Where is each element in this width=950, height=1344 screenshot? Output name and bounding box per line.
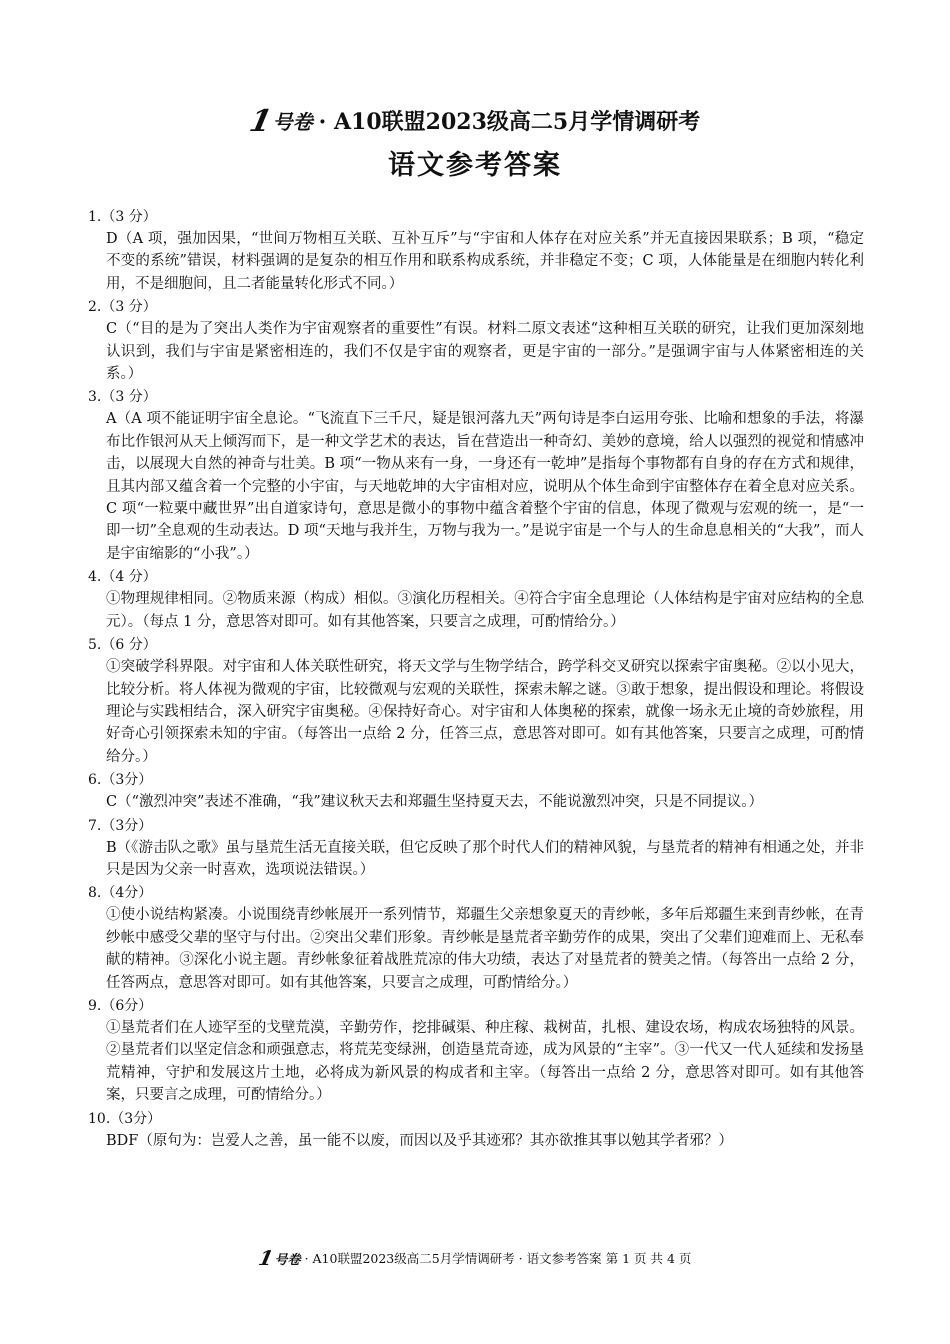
question-points: （4分） (101, 885, 153, 902)
answer-item (88, 385, 864, 565)
answer-text: ①物理规律相同。②物质来源（构成）相似。③演化历程相关。④符合宇宙全息理论（人体结构是宇宙对应结构的全息元）。（每点 1 分，意思答对即可。如有其他答案，只要言之成理，可酌情给分。） (106, 591, 864, 630)
answer-text: ①垦荒者们在人迹罕至的戈壁荒漠，辛勤劳作，挖排碱渠、种庄稼、栽树苗，扎根、建设农场，构成农场独特的风景。②垦荒者们以坚定信念和顽强意志，将荒芜变绿洲，创造垦荒奇迹，成为风景的“主宰”。③一代又一代人延续和发扬垦荒精神，守护和发展这片土地，必将成为新风景的构成者和主宰。（每答出一点给 2 分，意思答对即可。如有其他答案，只要言之成理，可酌情给分。） (106, 1019, 864, 1104)
question-points: （3分） (101, 772, 153, 789)
answer-text: C（“目的是为了突出人类作为宇宙观察者的重要性”有误。材料二原文表述“这种相互关联的研究，让我们更加深刻地认识到，我们与宇宙是紧密相连的，我们不仅是宇宙的观察者，更是宇宙的一部分。”是强调宇宙与人体紧密相连的关系。） (106, 321, 864, 383)
question-header (88, 565, 864, 588)
question-number: 5. (88, 637, 102, 654)
answer-item (88, 633, 864, 768)
answer-item (88, 565, 864, 633)
question-header (88, 385, 864, 408)
question-points: （3 分） (101, 209, 157, 225)
question-points: （4 分） (101, 569, 157, 586)
question-points: （6 分） (101, 637, 157, 654)
answer-text: C（“激烈冲突”表述不准确，“我”建议秋天去和郑疆生坚持夏天去，不能说激烈冲突，只是不同提议。） (106, 794, 763, 811)
page-footer (0, 1246, 950, 1270)
question-header (88, 633, 864, 656)
question-number: 4. (88, 569, 102, 586)
question-number: 7. (88, 817, 102, 834)
answer-list (88, 205, 864, 1152)
question-number: 1. (88, 209, 102, 225)
question-number: 10. (88, 1110, 111, 1127)
answer-text: A（A 项不能证明宇宙全息论。“飞流直下三千尺，疑是银河落九天”两句诗是李白运用夸张、比喻和想象的手法，将瀑布比作银河从天上倾泻而下，是一种文学艺术的表达，旨在营造出一种奇幻、美妙的意境，给人以强烈的视觉和情感冲击，以展现大自然的神奇与壮美。B 项“一物从来有一身，一身还有一乾坤”是指每个事物都有自身的存在方式和规律，且其内部又蕴含着一个完整的小宇宙，与天地乾坤的大宇宙相对应，说明从个体生命到宇宙整体存在着全息对应关系。C 项“一粒粟中藏世界”出自道家诗句，意思是微小的事物中蕴含着整个宇宙的信息，体现了微观与宏观的统一，是“一即一切”全息观的生动表达。D 项“天地与我并生，万物与我为一。”是说宇宙是一个与人的生命息息相关的“大我”，而人是宇宙缩影的“小我”。） (106, 411, 864, 562)
answer-item (88, 205, 864, 295)
question-header (88, 1107, 864, 1130)
question-number: 6. (88, 772, 102, 789)
question-header (88, 881, 864, 904)
answer-text: B（《游击队之歌》虽与垦荒生活无直接关联，但它反映了那个时代人们的精神风貌，与垦荒者的精神有相通之处，并非只是因为父亲一时喜欢，选项说法错误。） (106, 839, 864, 878)
question-points: （3 分） (101, 389, 157, 406)
question-number: 9. (88, 997, 102, 1014)
question-points: （3分） (101, 817, 153, 834)
question-points: （3分） (110, 1110, 162, 1127)
question-number: 2. (88, 299, 102, 316)
page-header (0, 106, 950, 184)
footer-logo-brand: 号卷 (274, 1252, 301, 1268)
question-header (88, 295, 864, 318)
answer-item (88, 814, 864, 882)
answer-item (88, 768, 864, 813)
question-points: （6分） (101, 997, 153, 1014)
exam-title-line (0, 106, 950, 138)
answer-item (88, 994, 864, 1107)
answer-item (88, 881, 864, 994)
page-subtitle: 语文参考答案 (388, 150, 562, 181)
answer-text: ①突破学科界限。对宇宙和人体关联性研究，将天文学与生物学结合，跨学科交叉研究以探索宇宙奥秘。②以小见大，比较分析。将人体视为微观的宇宙，比较微观与宏观的关联性，探索未解之谜。③敢于想象，提出假设和理论。将假设理论与实践相结合，深入研究宇宙奥秘。④保持好奇心。对宇宙和人体奥秘的探索，就像一场永无止境的奇妙旅程，用好奇心引领探索未知的宇宙。（每答出一点给 2 分，任答三点，意思答对即可。如有其他答案，只要言之成理，可酌情给分。） (106, 659, 864, 765)
answer-item (88, 1107, 864, 1152)
exam-title: · A10联盟2023级高二5月学情调研考 (318, 109, 701, 135)
footer-text: · A10联盟2023级高二5月学情调研考 · 语文参考答案 第 1 页 共 4 页 (304, 1251, 692, 1266)
question-points: （3 分） (101, 299, 157, 316)
brand-logo (246, 104, 313, 139)
answer-text: ①使小说结构紧凑。小说围绕青纱帐展开一系列情节，郑疆生父亲想象夏天的青纱帐，多年后郑疆生来到青纱帐，在青纱帐中感受父辈的坚守与付出。②突出父辈们形象。青纱帐是垦荒者辛勤劳作的成果，突出了父辈们迎难而上、无私奉献的精神。③深化小说主题。青纱帐象征着战胜荒凉的伟大功绩，表达了对垦荒者的赞美之情。（每答出一点给 2 分，任答两点，意思答对即可。如有其他答案，只要言之成理，可酌情给分。） (106, 907, 864, 991)
answer-item (88, 295, 864, 385)
question-header (88, 814, 864, 837)
question-header (88, 994, 864, 1017)
logo-mark: 1 (246, 104, 275, 139)
question-number: 8. (88, 885, 102, 902)
question-header (88, 768, 864, 791)
answer-text: BDF（原句为：岂爱人之善，虽一能不以废，而因以及乎其迹邪？其亦欲推其事以勉其学者邪？） (106, 1132, 733, 1149)
logo-brand: 号卷 (272, 110, 313, 134)
question-header (88, 205, 864, 228)
footer-logo-mark: 1 (256, 1246, 276, 1270)
question-number: 3. (88, 389, 102, 406)
answer-text: D（A 项，强加因果，“世间万物相互关联、互补互斥”与“宇宙和人体存在对应关系”并无直接因果联系；B 项，“稳定不变的系统”错误，材料强调的是复杂的相互作用和联系构成系统，并非稳定不变；C 项，人体能量是在细胞内转化利用，不是细胞间，且二者能量转化形式不同。） (106, 231, 864, 292)
footer-logo (256, 1246, 301, 1270)
